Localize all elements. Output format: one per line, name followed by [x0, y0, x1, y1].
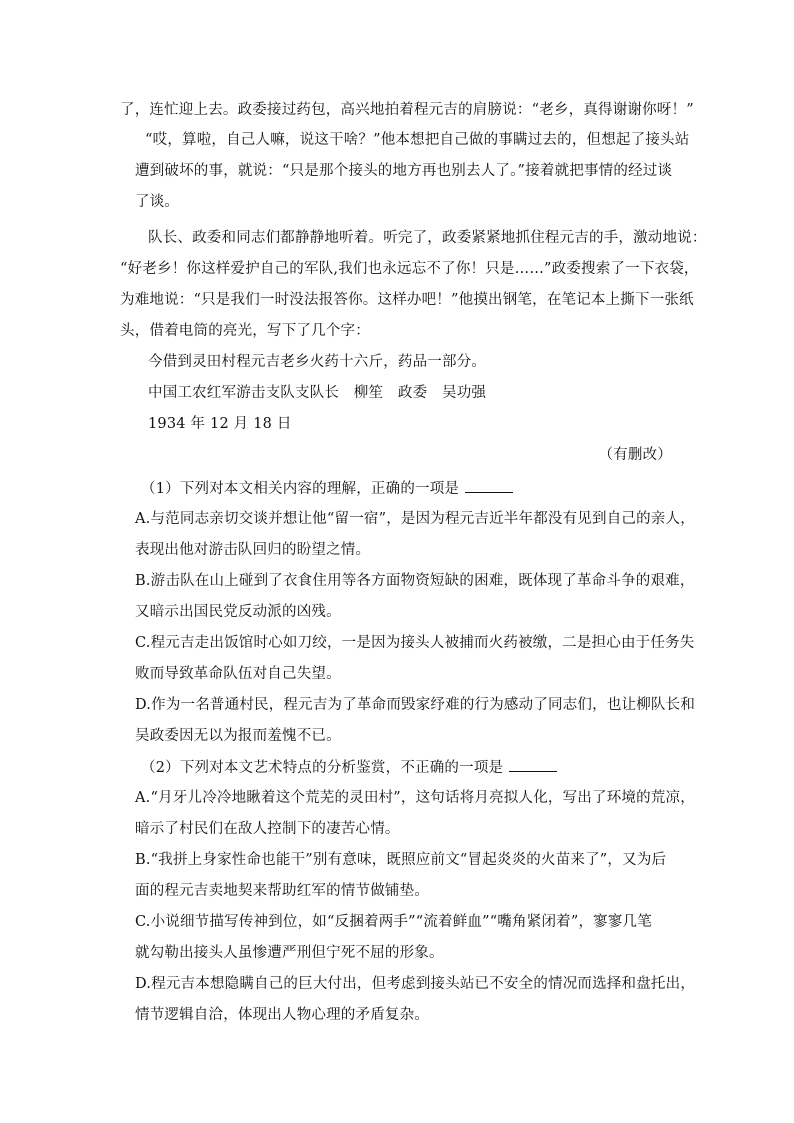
q2-option-line: 就勾勒出接头人虽惨遭严刑但宁死不屈的形象。: [135, 945, 444, 961]
passage-line: 头，借着电筒的亮光，写下了几个字：: [120, 323, 370, 339]
q2-option-line: D.程元吉本想隐瞒自己的巨大付出，但考虑到接头站已不安全的情况而选择和盘托出，: [135, 976, 696, 992]
passage-line: 为难地说：“只是我们一时没法报答你。这样办吧！”他摸出钢笔，在笔记本上撕下一张纸: [120, 292, 694, 308]
source-note: （有删改）: [598, 447, 672, 463]
passage-line: 遭到破坏的事，就说：“只是那个接头的地方再也别去人了。”接着就把事情的经过谈: [135, 163, 673, 179]
question-1-stem-text: （1）下列对本文相关内容的理解，正确的一项是: [141, 481, 460, 497]
q2-option-line: 暗示了村民们在敌人控制下的凄苦心情。: [135, 821, 400, 837]
passage-line: 了，连忙迎上去。政委接过药包，高兴地拍着程元吉的肩膀说：“老乡，真得谢谢你呀！”: [120, 102, 694, 118]
note-date: 1934 年 12 月 18 日: [148, 416, 292, 432]
q1-option-line: D.作为一名普通村民，程元吉为了革命而毁家纾难的行为感动了同志们，也让柳队长和: [135, 697, 696, 713]
q2-option-line: 面的程元吉卖地契来帮助红军的情节做铺垫。: [135, 883, 429, 899]
q2-option-line: 情节逻辑自洽，体现出人物心理的矛盾复杂。: [135, 1007, 429, 1023]
note-text: 今借到灵田村程元吉老乡火药十六斤，药品一部分。: [148, 354, 487, 370]
passage-line: 了谈。: [135, 194, 180, 210]
question-2-stem: [141, 757, 557, 778]
q1-option-line: 又暗示出国民党反动派的凶残。: [135, 604, 341, 620]
passage-line: “哎，算啦，自己人嘛，说这干啥？”他本想把自己做的事瞒过去的，但想起了接头站: [145, 132, 690, 148]
passage-line: “好老乡！你这样爱护自己的军队,我们也永远忘不了你！只是……”政委搜索了一下衣袋，: [120, 261, 699, 277]
q2-option-line: B.“我拼上身家性命也能干”别有意味，既照应前文“冒起炎炎的火苗来了”，又为后: [135, 852, 667, 868]
note-signature: 中国工农红军游击支队支队长 柳笙 政委 吴功强: [148, 385, 487, 401]
q1-option-line: B.游击队在山上碰到了衣食住用等各方面物资短缺的困难，既体现了革命斗争的艰难，: [135, 573, 695, 589]
passage-line: 队长、政委和同志们都静静地听着。听完了，政委紧紧地抓住程元吉的手，激动地说：: [148, 230, 707, 246]
question-2-stem-text: （2）下列对本文艺术特点的分析鉴赏，不正确的一项是: [141, 760, 504, 776]
question-1-stem: [141, 478, 513, 499]
answer-blank-1[interactable]: [465, 478, 513, 493]
answer-blank-2[interactable]: [509, 757, 557, 772]
q1-option-line: A.与范同志亲切交谈并想让他“留一宿”，是因为程元吉近半年都没有见到自己的亲人，: [135, 511, 695, 527]
q2-option-line: C.小说细节描写传神到位，如“反捆着两手”“流着鲜血”“嘴角紧闭着”，寥寥几笔: [135, 914, 652, 930]
q2-option-line: A.“月牙儿冷冷地瞅着这个荒芜的灵田村”，这句话将月亮拟人化，写出了环境的荒凉，: [135, 790, 695, 806]
q1-option-line: 表现出他对游击队回归的盼望之情。: [135, 542, 371, 558]
q1-option-line: C.程元吉走出饭馆时心如刀绞，一是因为接头人被捕而火药被缴，二是担心由于任务失: [135, 635, 695, 651]
q1-option-line: 吴政委因无以为报而羞愧不已。: [135, 728, 341, 744]
q1-option-line: 败而导致革命队伍对自己失望。: [135, 666, 341, 682]
